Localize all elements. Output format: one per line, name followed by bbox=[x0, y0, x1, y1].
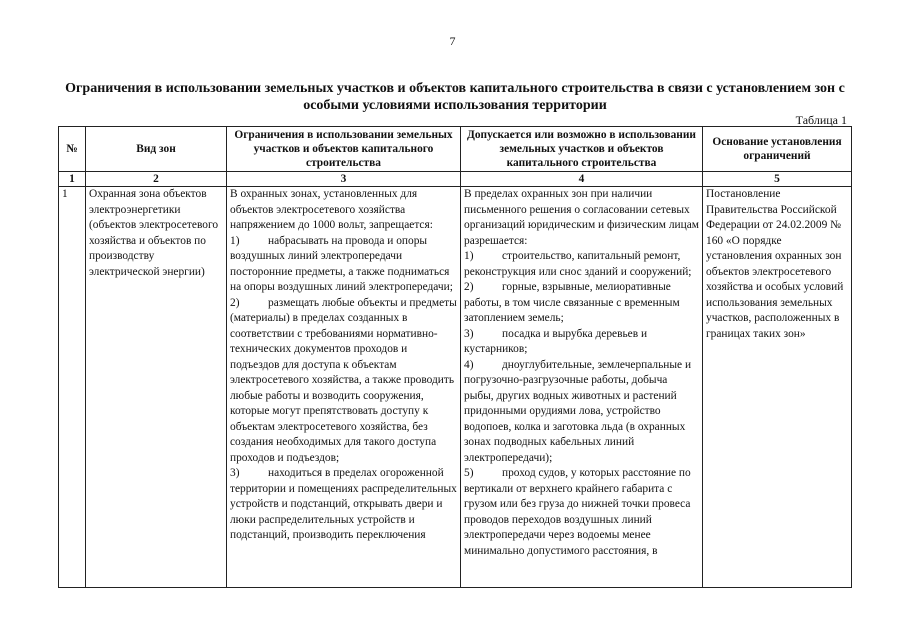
row-number: 1 bbox=[59, 187, 86, 588]
restrictions-intro: В охранных зонах, установленных для объектов электросетевого хозяйства напряжением до 1000 вольт, запрещается: bbox=[230, 188, 433, 231]
allowed-cell bbox=[461, 187, 703, 588]
column-number: 4 bbox=[461, 172, 703, 187]
restrictions-cell bbox=[227, 187, 461, 588]
allowed-item: 3) посадка и вырубка деревьев и кустарников; bbox=[464, 327, 648, 355]
allowed-item: 4) дноуглубительные, землечерпальные и погрузочно-разгрузочные работы, добыча рыбы, других водных животных и растений придонными орудиями лова, устройство водопоев, колка и заготовка льда (в охранных зонах подводных кабельных линий электропередачи); bbox=[464, 358, 692, 464]
header-number: № bbox=[59, 127, 86, 172]
zone-type-text: Охранная зона объектов электроэнергетики (объектов электросетевого хозяйства и объектов по производству электрической энергии) bbox=[89, 188, 219, 278]
basis-cell bbox=[703, 187, 852, 588]
allowed-item: 5) проход судов, у которых расстояние по вертикали от верхнего крайнего габарита с грузом или без груза до нижней точки провеса проводов переходов воздушных линий электропередачи через водоемы менее минимально допустимого расстояния, в bbox=[464, 467, 691, 557]
page-number: 7 bbox=[449, 34, 456, 48]
document-title: Ограничения в использовании земельных участков и объектов капитального строительства в связи с установлением зон с особыми условиями использования территории bbox=[65, 81, 845, 113]
restriction-item: 1) набрасывать на провода и опоры воздушных линий электропередачи посторонние предметы, а также подниматься на опоры воздушных линий электропередачи; bbox=[230, 234, 453, 293]
basis-text: Постановление Правительства Российской Федерации от 24.02.2009 № 160 «О порядке установления охранных зон объектов электросетевого хозяйства и особых условий использования земельных участков, расположенных в границах таких зон» bbox=[706, 188, 844, 340]
column-number: 3 bbox=[227, 172, 461, 187]
table-row bbox=[59, 187, 852, 588]
table-caption: Таблица 1 bbox=[795, 113, 847, 127]
table-header-row bbox=[59, 127, 852, 172]
column-number: 2 bbox=[86, 172, 227, 187]
header-basis: Основание установления ограничений bbox=[703, 127, 852, 172]
column-number: 5 bbox=[703, 172, 852, 187]
header-zone-type: Вид зон bbox=[86, 127, 227, 172]
header-restrictions: Ограничения в использовании земельных участков и объектов капитального строительства bbox=[227, 127, 461, 172]
zone-type-cell bbox=[86, 187, 227, 588]
header-allowed: Допускается или возможно в использовании земельных участков и объектов капитального строительства bbox=[461, 127, 703, 172]
restriction-item: 2) размещать любые объекты и предметы (материалы) в пределах созданных в соответствии с требованиями нормативно-технических документов проходов и подъездов для доступа к объектам электросетевого хозяйства, а также проводить любые работы и возводить сооружения, которые могут препятствовать доступу к объектам электросетевого хозяйства, без создания необходимых для такого доступа проходов и подъездов; bbox=[230, 296, 457, 464]
restriction-item: 3) находиться в пределах огороженной территории и помещениях распределительных устройств и подстанций, открывать двери и люки распределительных устройств и подстанций, производить переключения bbox=[230, 467, 457, 541]
column-numbers-row bbox=[59, 172, 852, 187]
allowed-item: 2) горные, взрывные, мелиоративные работы, в том числе связанные с временным затоплением земель; bbox=[464, 281, 680, 324]
allowed-intro: В пределах охранных зон при наличии письменного решения о согласовании сетевых организаций юридическим и физическим лицам разрешается: bbox=[464, 188, 699, 247]
column-number: 1 bbox=[59, 172, 86, 187]
restrictions-table bbox=[58, 126, 852, 588]
allowed-item: 1) строительство, капитальный ремонт, реконструкция или снос зданий и сооружений; bbox=[464, 250, 692, 278]
